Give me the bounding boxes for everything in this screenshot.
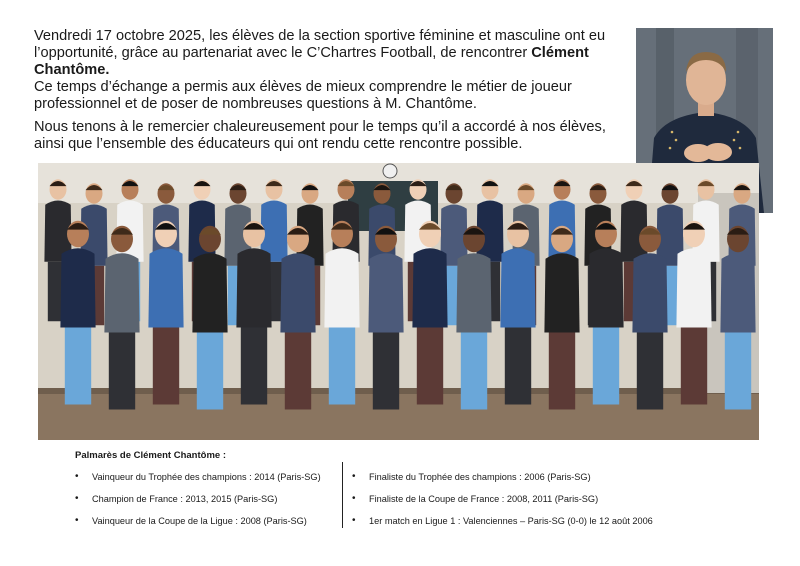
palmares-title: Palmarès de Clément Chantôme : [75, 450, 226, 461]
intro-text-exchange: Ce temps d’échange a permis aux élèves de mieux comprendre le métier de joueur professionnel et de poser de nombreuses questions à M. Chantôme. [34, 79, 572, 112]
intro-paragraph-1 [34, 28, 629, 113]
palmares-item: • Vainqueur du Trophée des champions : 2014 (Paris-SG) [75, 470, 340, 492]
column-divider [342, 462, 343, 528]
palmares-item: • Champion de France : 2013, 2015 (Paris-SG) [75, 492, 340, 514]
palmares-item: • Finaliste de la Coupe de France : 2008, 2011 (Paris-SG) [352, 492, 692, 514]
palmares-list-left [75, 470, 340, 536]
intro-paragraph-2: Nous tenons à le remercier chaleureusement pour le temps qu’il a accordé à nos élèves, ainsi que l’ensemble des éducateurs qui ont rendu cette rencontre possible. [34, 119, 606, 152]
palmares-item: • 1er match en Ligue 1 : Valenciennes – Paris-SG (0-0) le 12 août 2006 [352, 514, 692, 536]
player-name: Clément Chantôme. [34, 45, 589, 78]
group-photo-illustration [38, 163, 759, 440]
palmares-item: • Finaliste du Trophée des champions : 2006 (Paris-SG) [352, 470, 692, 492]
palmares-list-right [352, 470, 692, 536]
intro-text-start: Vendredi 17 octobre 2025, les élèves de la section sportive féminine et masculine ont eu l’opportunité, grâce au partenariat avec le C’Chartres Football, de rencontrer [34, 28, 606, 61]
group-photo [38, 163, 759, 440]
article-intro [34, 28, 629, 159]
palmares-item: • Vainqueur de la Coupe de la Ligue : 2008 (Paris-SG) [75, 514, 340, 536]
